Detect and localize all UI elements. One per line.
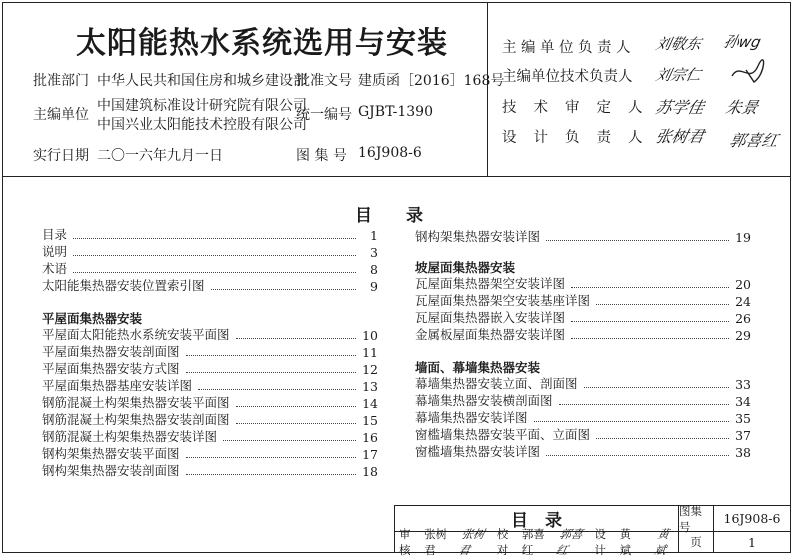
check-label: 校对 — [496, 527, 509, 557]
toc-item[interactable]: 幕墙集热器安装详图 35 — [415, 410, 751, 426]
signature-4a: 张树君 — [653, 127, 706, 146]
atlas-no-value: 16J908-6 — [358, 145, 422, 161]
toc-item[interactable]: 瓦屋面集热器架空安装基座详图 24 — [415, 293, 751, 309]
signature-2a: 刘宗仁 — [653, 66, 703, 84]
toc-item[interactable]: 钢筋混凝土构架集热器安装详图 16 — [42, 429, 378, 445]
editor-unit-value-1: 中国建筑标准设计研究院有限公司 — [97, 98, 307, 114]
toc-item[interactable]: 术语 8 — [42, 261, 378, 277]
toc-item[interactable]: 幕墙集热器安装立面、剖面图 33 — [415, 376, 751, 392]
toc-item[interactable]: 钢构架集热器安装剖面图 18 — [42, 463, 378, 479]
approval-dept-label: 批准部门 — [33, 73, 89, 89]
design-label: 设计 — [594, 527, 606, 557]
atlas-value: 16J908-6 — [713, 505, 791, 532]
impl-date-value: 二〇一六年九月一日 — [97, 148, 223, 164]
toc-item[interactable]: 幕墙集热器安装横剖面图 34 — [415, 393, 751, 409]
check-name: 郭喜红 — [521, 527, 545, 557]
toc-item[interactable]: 平屋面集热器安装方式图 12 — [42, 361, 378, 377]
sig-label-reviewer: 技术审定人 — [502, 100, 660, 116]
design-signature: 黄斌 — [652, 527, 671, 557]
approval-no-label: 批准文号 — [296, 73, 352, 89]
signature-4b: 郭喜红 — [727, 131, 780, 150]
toc-item[interactable]: 金属板屋面集热器安装详图 29 — [415, 327, 751, 343]
signature-1a: 刘敬东 — [653, 35, 703, 53]
signature-1b: 孙wg — [721, 33, 763, 51]
section-sloped-roof: 坡屋面集热器安装 — [415, 260, 516, 275]
toc-item[interactable]: 平屋面太阳能热水系统安装平面图 10 — [42, 327, 378, 343]
sheet-title: 目 录 — [394, 505, 679, 532]
sig-label-designer: 设计负责人 — [502, 130, 660, 146]
approval-no-value: 建质函［2016］168号 — [358, 73, 505, 89]
approval-dept-value: 中华人民共和国住房和城乡建设部 — [97, 73, 307, 89]
atlas-no-label: 图 集 号 — [296, 148, 347, 164]
impl-date-label: 实行日期 — [33, 148, 89, 164]
unified-no-label: 统一编号 — [296, 107, 352, 123]
editor-unit-value-2: 中国兴业太阳能技术控股有限公司 — [97, 117, 307, 133]
toc-item[interactable]: 钢构架集热器安装平面图 17 — [42, 446, 378, 462]
check-signature: 郭喜红 — [554, 527, 585, 557]
toc-item[interactable]: 说明 3 — [42, 244, 378, 260]
toc-item[interactable]: 钢构架集热器安装详图 19 — [415, 229, 751, 245]
toc-item[interactable]: 目录 1 — [42, 227, 378, 243]
signature-3b: 朱景 — [723, 98, 760, 117]
unified-no-value: GJBT-1390 — [358, 104, 433, 120]
design-name: 黄 斌 — [619, 527, 643, 557]
signature-2b-scribble — [728, 56, 768, 88]
sig-label-tech-chief: 主编单位技术负责人 — [502, 69, 633, 85]
editor-unit-label: 主编单位 — [33, 107, 89, 123]
signature-3a: 苏学佳 — [653, 98, 706, 117]
toc-item[interactable]: 瓦屋面集热器架空安装详图 20 — [415, 276, 751, 292]
toc-item[interactable]: 太阳能集热器安装位置索引图 9 — [42, 278, 378, 294]
review-name: 张树君 — [424, 527, 448, 557]
atlas-label: 图集号 — [678, 505, 714, 532]
page-label: 页 — [678, 531, 714, 553]
document-title: 太阳能热水系统选用与安装 — [76, 26, 448, 61]
toc-title: 目 录 — [355, 206, 423, 226]
section-flat-roof: 平屋面集热器安装 — [42, 311, 143, 326]
toc-item[interactable]: 窗槛墙集热器安装详图 38 — [415, 444, 751, 460]
title-block — [394, 503, 791, 557]
header-divider — [2, 176, 791, 177]
review-label: 审核 — [399, 527, 411, 557]
page-value: 1 — [713, 531, 791, 553]
toc-item[interactable]: 平屋面集热器安装剖面图 11 — [42, 344, 378, 360]
toc-item[interactable]: 瓦屋面集热器嵌入安装详图 26 — [415, 310, 751, 326]
approval-row — [394, 527, 679, 557]
toc-item[interactable]: 钢筋混凝土构架集热器安装平面图 14 — [42, 395, 378, 411]
review-signature: 张树君 — [457, 527, 487, 557]
toc-item[interactable]: 平屋面集热器基座安装详图 13 — [42, 378, 378, 394]
toc-item[interactable]: 钢筋混凝土构架集热器安装剖面图 15 — [42, 412, 378, 428]
toc-item[interactable]: 窗槛墙集热器安装平面、立面图 37 — [415, 427, 751, 443]
sig-label-chief-unit: 主编单位负责人 — [502, 40, 635, 56]
section-wall-curtain: 墙面、幕墙集热器安装 — [415, 360, 541, 375]
